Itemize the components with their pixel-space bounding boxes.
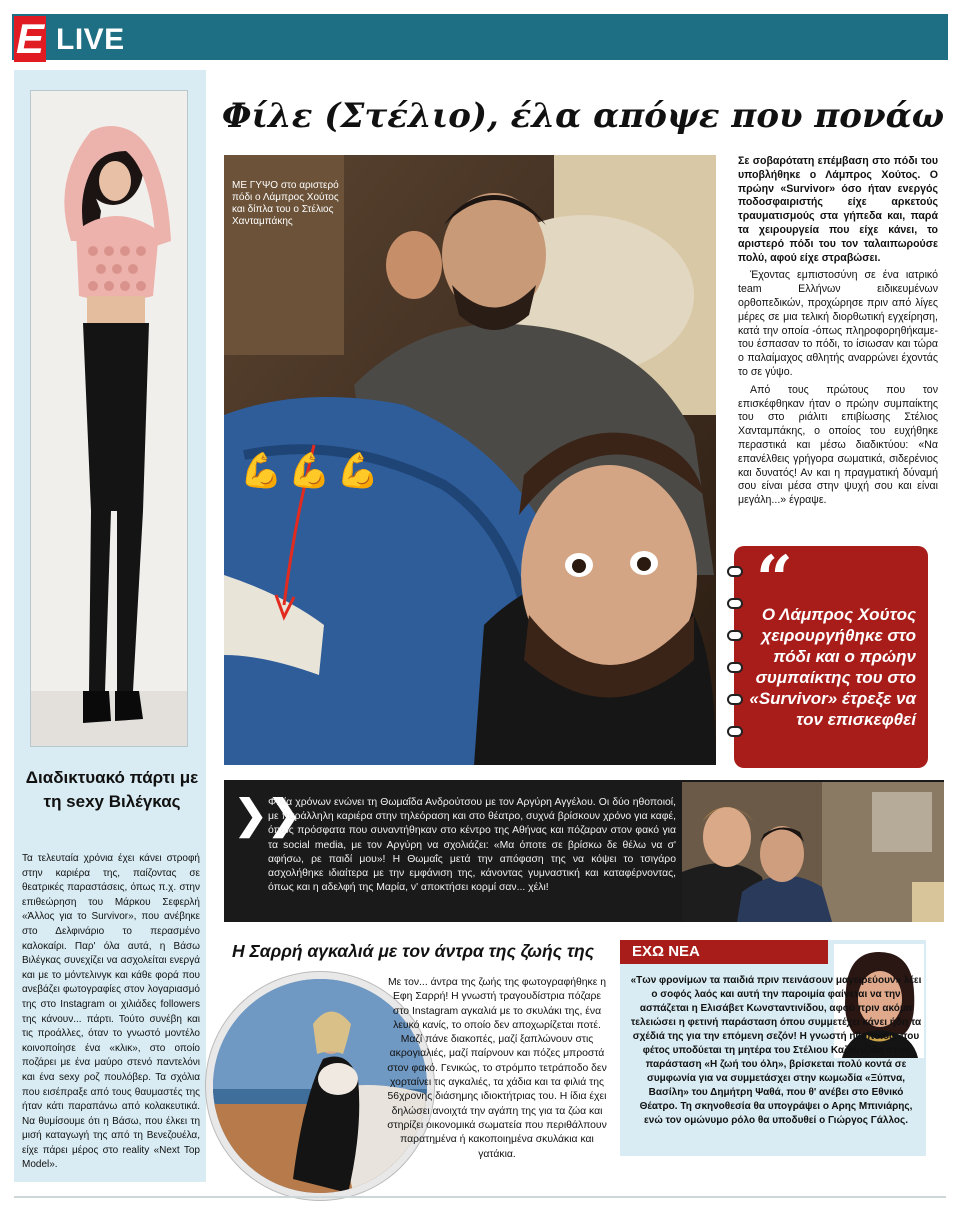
ring bbox=[727, 694, 743, 705]
flexed-biceps-icon: 💪 bbox=[336, 452, 386, 490]
ring bbox=[727, 662, 743, 673]
main-headline: Φίλε (Στέλιο), έλα απόψε που πονάω bbox=[221, 96, 945, 136]
model-figure-illustration bbox=[31, 91, 187, 746]
page-bottom-divider bbox=[14, 1196, 946, 1198]
ring bbox=[727, 726, 743, 737]
flexed-biceps-icon: 💪 bbox=[240, 452, 289, 490]
sarri-headline: Η Σαρρή αγκαλιά με τον άντρα της ζωής της bbox=[231, 941, 595, 961]
ring bbox=[727, 566, 743, 577]
band-article-text: Φιλία χρόνων ενώνει τη Θωμαΐδα Ανδρούτσου με τον Αργύρη Αγγέλου. Οι δύο ηθοποιοί, με παράλληλη καριέρα στην τηλεόραση και στο θέατρο, συχνά βρίσκουν χρόνο για καφέ, όπως πρόσφατα που συναντήθηκαν στο κέντρο της Αθήνας και πόζαραν στον φακό για τα social media, με τον Αργύρη να σχολιάζει: «Μα όποτε σε βρίσκω δε θέλω να σ' αφήσω, ρε παιδί μου»! Η Θωμαΐς μετά την απόφαση της να κόψει το τσιγάρο ασχολήθηκε ιδιαίτερα με την εμφάνιση της, κάνοντας γυμναστική και καταφέρνοντας, όπως και η αδελφή της Μαρία, ν' αποκτήσει κορμί σαν... χέλι! bbox=[268, 797, 676, 894]
news-box-title: ΕΧΩ ΝΕΑ bbox=[632, 943, 700, 960]
ring bbox=[727, 630, 743, 641]
quote-marks-icon: “ bbox=[756, 542, 793, 617]
news-box-text: «Των φρονίμων τα παιδιά πριν πεινάσουν μαγειρεύουν» λέει ο σοφός λαός και αυτή την παροιμία φαίνεται να την ασπάζεται η Ελισάβετ Κωνσταντινίδου, αφού πριν ακόμα τελειώσει η φετινή παράσταση όπου συμμετέχει κάνει ήδη τα σχέδιά της για την επόμενη σεζόν! Η γνωστή ηθοποιός, που φέτος υποδύεται τη μητέρα του Στέλιου Καζαντζίδη στην παράσταση «Η ζωή του όλη», βρίσκεται πολύ κοντά σε συμφωνία για να συμμετάσχει στην κωμωδία «Ξύπνα, Βασίλη» του Δημήτρη Ψαθά, που θ' ανέβει στο Εθνικό Θέατρο. Τη σκηνοθεσία θα υπογράψει ο Αρης Μπινιάρης, ενώ τον ομώνυμο ρόλο θα υποδυθεί ο Γιώργος Γάλλος. bbox=[630, 975, 922, 1126]
left-headline: Διαδικτυακό πάρτι με τη sexy Βιλέγκας bbox=[25, 768, 199, 811]
ring bbox=[727, 598, 743, 609]
friends-photo bbox=[682, 782, 944, 922]
friends-illustration bbox=[682, 782, 944, 922]
section-bar bbox=[12, 14, 948, 60]
photo-caption: ΜΕ ΓΥΨΟ στο αριστερό πόδι ο Λάμπρος Χούτος και δίπλα του ο Στέλιος Χανταμπάκης bbox=[232, 180, 339, 227]
article-paragraph: Έχοντας εμπιστοσύνη σε ένα ιατρικό team Ελλήνων ειδικευμένων ορθοπεδικών, προχώρησε πριν από λίγες μέρες σε μια τελική διορθωτική εγχείρηση, κατά την οποία -όπως πληροφορηθήκαμε- του έσπασαν το πόδι, το ίσιωσαν και τώρα ο παλαίμαχος αθλητής αναρρώνει έχοντάς το σε γύψο. bbox=[738, 269, 938, 378]
pull-quote-text: Ο Λάμπρος Χούτος χειρουργήθηκε στο πόδι και ο πρώην συμπαίκτης του στο «Survivor» έτρεξε να τον επισκεφθεί bbox=[749, 605, 916, 729]
magazine-logo: E bbox=[15, 15, 44, 62]
band-quote-icon: ❯❯ bbox=[234, 791, 302, 838]
sarri-article-text: Με τον... άντρα της ζωής της φωτογραφήθηκε η Εφη Σαρρή! Η γνωστή τραγουδίστρια πόζαρε στο Instagram αγκαλιά με το σκυλάκι της, ένα λευκό κανίς, το οποίο δεν αποχωρίζεται ποτέ. Μαζί πάνε διακοπές, μαζί ξαπλώνουν στις ακρογιαλιές, μαζί παίρνουν και πόζες μπροστά στον φακό. Γενικώς, το στρόμπο τετράποδο δεν χορταίνει τις αγκαλιές, τα χάδια και τα φιλιά της 56χρονης διάσημης ιδιοκτήτριας του. Η ίδια έχει δηλώσει ανοιχτά την αγάπη της για τα ζώα και στηρίζει οικονομικά σωματεία που περιθάλπουν παρατημένα ή κακοποιημένα σκυλάκια και γατάκια. bbox=[387, 977, 607, 1160]
article-paragraph: Από τους πρώτους που τον επισκέφθηκαν ήταν ο πρώην συμπαίκτης του στο ριάλιτι επιβίωσης Στέλιος Χανταμπάκης, ο οποίος του ευχήθηκε περαστικά και μέσω διαδικτύου: «Να επανέλθεις γρήγορα σωματικά, σιδερένιος και δυνατός! Αν και η πραγματική δύναμή σου είναι μέσα στην ψυχή σου και είναι μεγάλη...» έγραψε. bbox=[738, 383, 938, 507]
article-paragraph: Σε σοβαρότατη επέμβαση στο πόδι του υποβλήθηκε ο Λάμπρος Χούτος. Ο πρώην «Survivor» όσο ήταν ενεργός ποδοσφαιριστής είχε αρκετούς τραυματισμούς στα γήπεδα και, παρά τα χειρουργεία που είχε κάνει, το αριστερό πόδι του τον ταλαιπωρούσε πολύ, αφού είχε στραβώσει. bbox=[738, 155, 938, 264]
section-title: LIVE bbox=[56, 23, 125, 56]
model-photo bbox=[30, 90, 188, 747]
main-article bbox=[738, 155, 938, 512]
left-article-text: Τα τελευταία χρόνια έχει κάνει στροφή στην καριέρα της, παίζοντας σε θεατρικές παραστάσεις, όπως π.χ. στην επιθεώρηση του Μάρκου Σεφερλή «Άλλος για το Survivor», που ανέβηκε στο Δελφινάριο το περασμένο καλοκαίρι. Παρ' όλα αυτά, η Βάσω Βιλέγκας συνεχίζει να ασχολείται ενεργά και με το μόντελινγκ και κάθε φορά που ανεβάζει φωτογραφίες στον λογαριασμό της στο Instagram οι χιλιάδες followers της κάνουν... πάρτι. Τούτο συνέβη και τις προάλλες, όταν το γνωστό μοντέλο κοινοποίησε ένα «κλικ», στο οποίο ποζάρει με ένα μαύρο στενό παντελόνι και ένα sexy ροζ πουλόβερ. Τα σχόλια που εισέπραξε από τους θαυμαστές της ήταν κάτι παραπάνω από κολακευτικά. Να θυμίσουμε ότι η Βάσω, που έλκει τη μισή καταγωγή της από τη Βενεζουέλα, είχε πάρει μέρος στο reality «Next Top Model». bbox=[22, 853, 200, 1171]
flexed-biceps-icon: 💪 bbox=[288, 452, 337, 490]
emoji-row bbox=[240, 452, 385, 490]
